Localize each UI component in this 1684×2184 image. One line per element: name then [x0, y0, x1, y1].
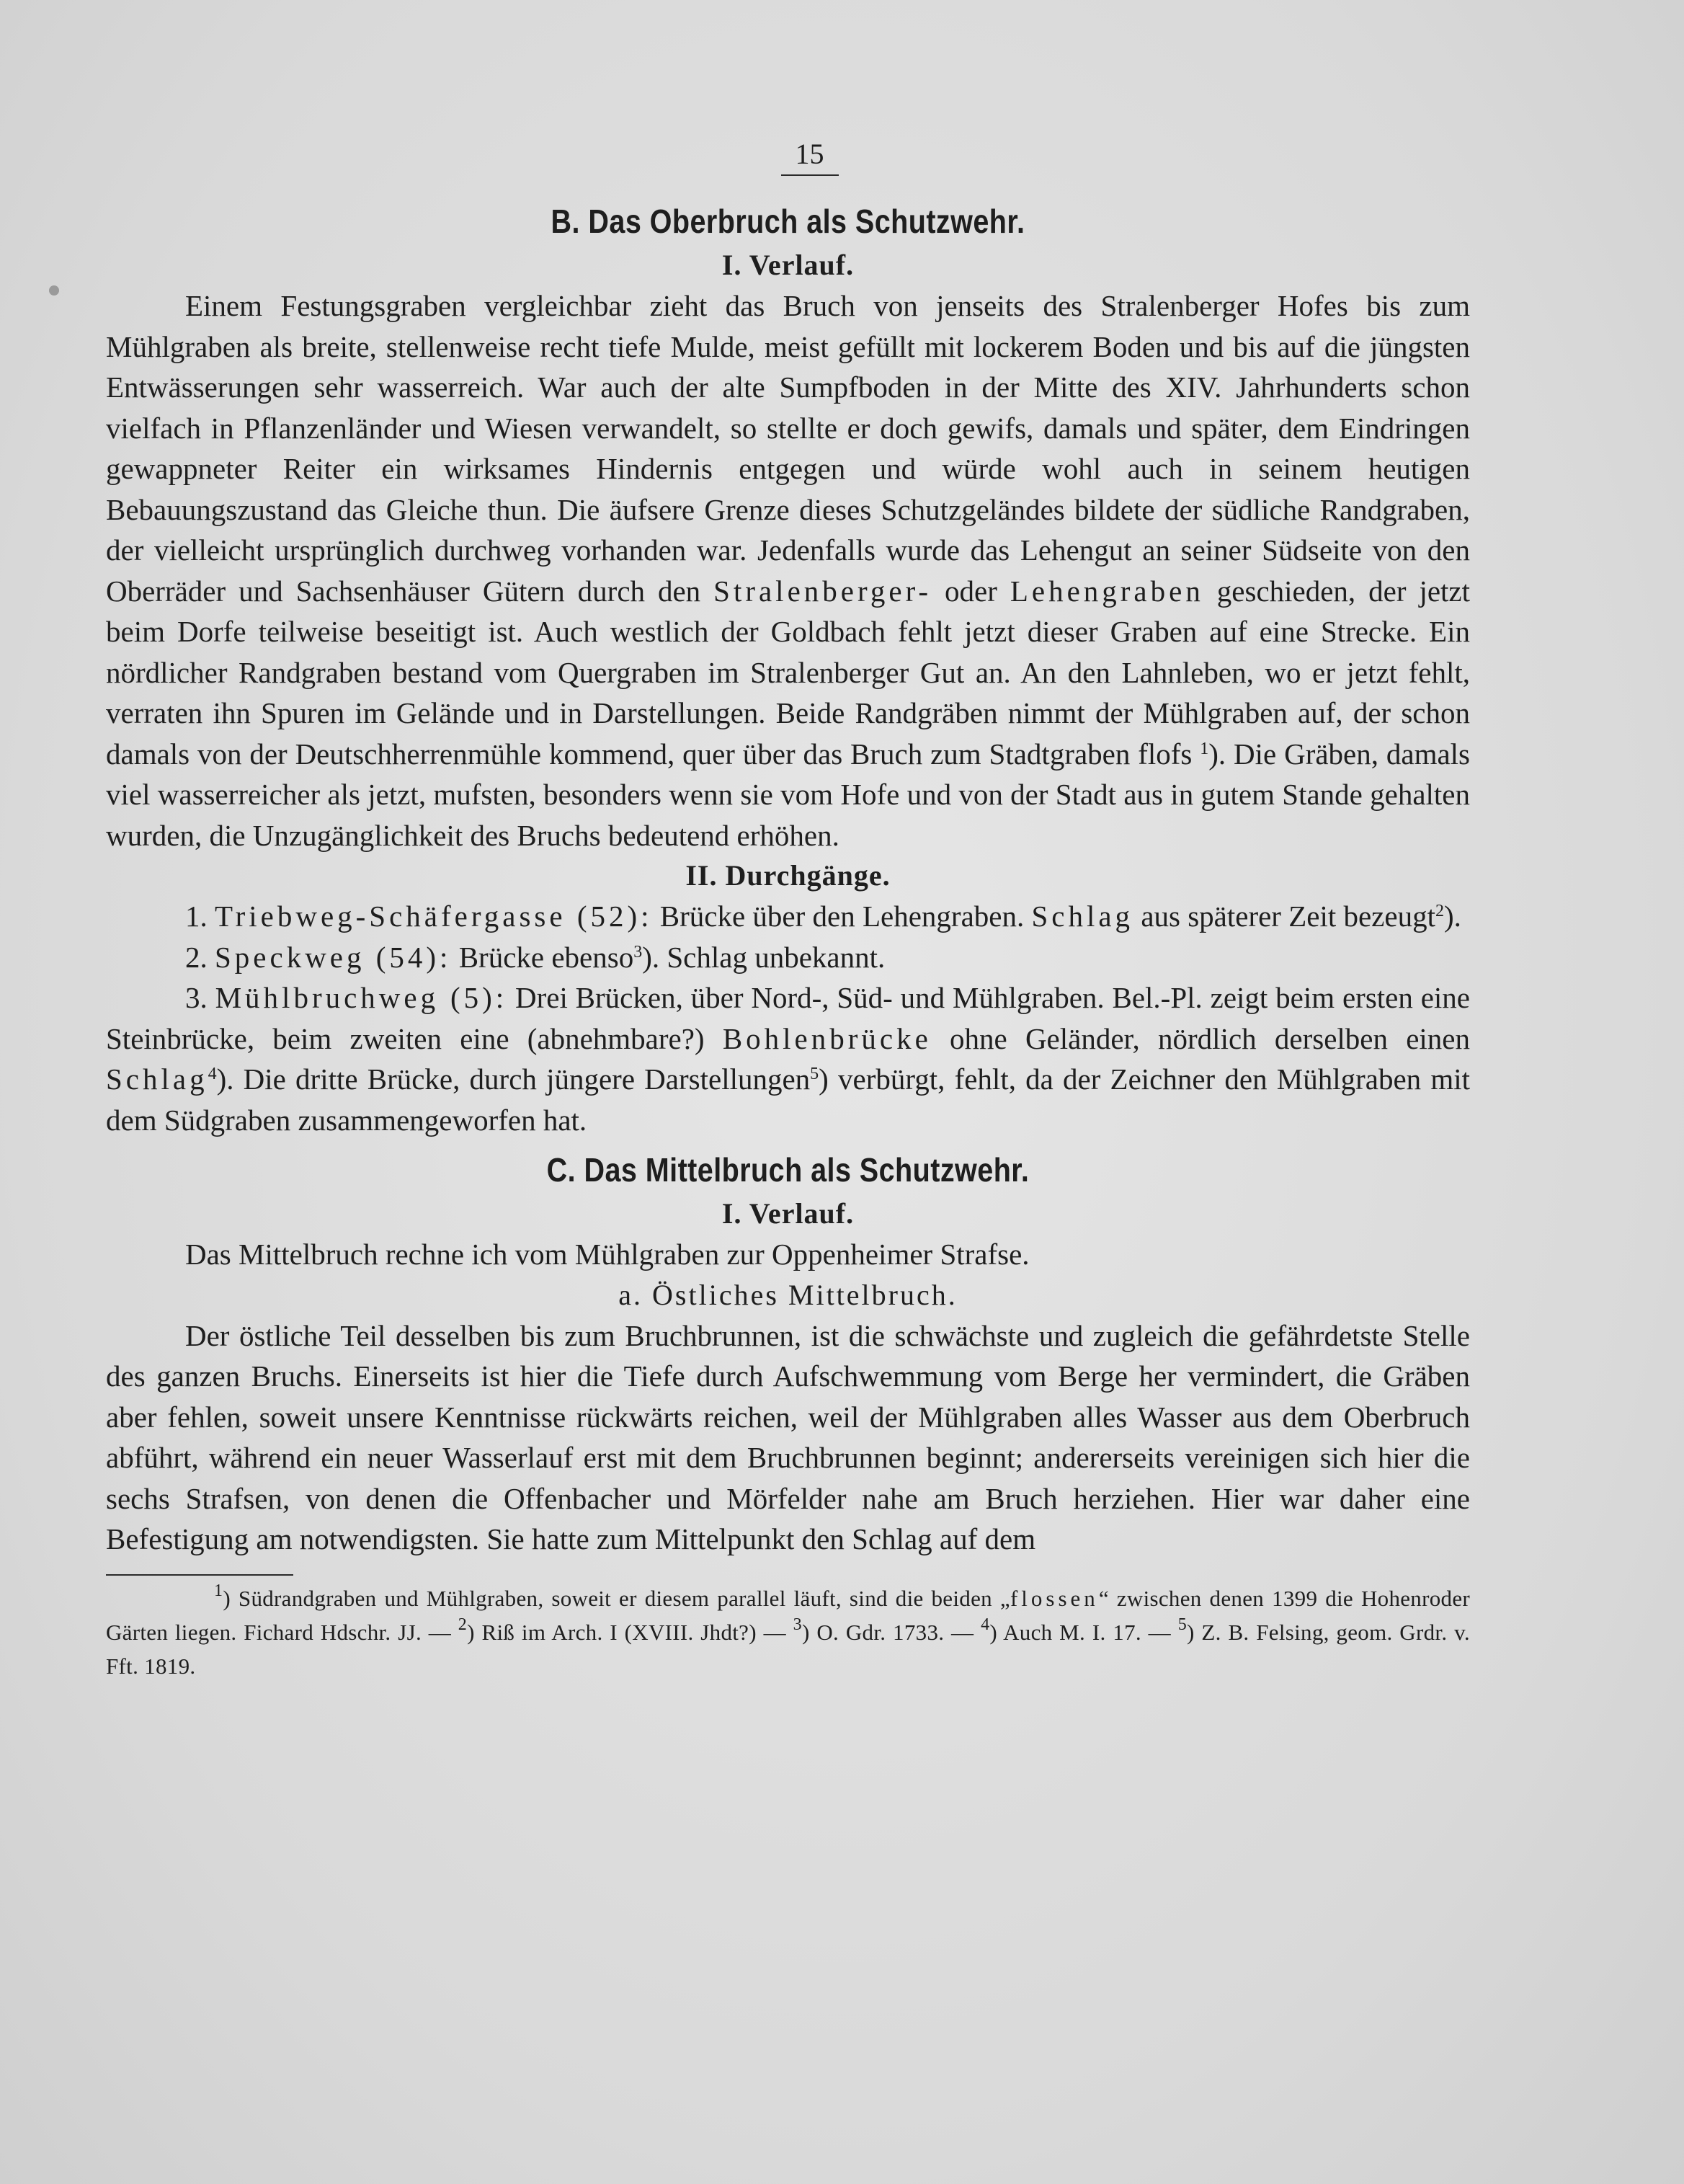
footnote-ref-2: 2 [1435, 902, 1444, 920]
list-item-3: 3. Mühlbruchweg (5): Drei Brücken, über Nord-, Süd- und Mühlgraben. Bel.-Pl. zeigt beim ersten eine Steinbrücke, beim zweiten eine (abnehmbare?) Bohlenbrücke ohne Geländer, nördlich derselben einen Schlag$^4$). Die dritte Brücke, durch jüngere Darstellungen$^5$) verbürgt, fehlt, da der Zeichner den Mühlgraben mit dem Südgraben zusammengeworfen hat. [106, 981, 1470, 1137]
footnote-divider [106, 1574, 293, 1576]
list-item-1: 1. Triebweg-Schäfergasse (52): Brücke über den Lehengraben. Schlag aus späterer Zeit bezeugt$^2$). [185, 900, 1461, 933]
footnote-ref-4: 4 [208, 1065, 217, 1083]
section-c-intro: Das Mittelbruch rechne ich vom Mühlgraben zur Oppenheimer Strafse. [185, 1238, 1030, 1271]
footnote-ref-1: 1 [1200, 739, 1209, 758]
footnotes: $^1$) Südrandgraben und Mühlgraben, soweit er diesem parallel läuft, sind die beiden „flossen“ zwischen denen 1399 die Hohenroder Gärten liegen. Fichard Hdschr. JJ. — $^2$) Riß im Arch. I (XVIII. Jhdt?) — $^3$) O. Gdr. 1733. — $^4$) Auch M. I. 17. — $^5$) Z. B. Felsing, geom. Grdr. v. Fft. 1819. [106, 1581, 1471, 1679]
page-text [106, 137, 1470, 1683]
section-b-durchgaenge-heading: II. Durchgänge. [685, 859, 891, 892]
section-c-verlauf-heading: I. Verlauf. [721, 1197, 855, 1230]
section-c-title: C. Das Mittelbruch als Schutzwehr. [546, 1151, 1030, 1189]
section-b-title: B. Das Oberbruch als Schutzwehr. [551, 203, 1025, 240]
list-item-2: 2. Speckweg (54): Brücke ebenso$^3$). Schlag unbekannt. [185, 940, 886, 974]
section-b-paragraph: Einem Festungsgraben vergleichbar zieht das Bruch von jenseits des Stralenberger Hofes bis zum Mühlgraben als breite, stellenweise recht tiefe Mulde, meist gefüllt mit lockerem Boden und bis auf die jüngsten Entwässerungen sehr wasserreich. War auch der alte Sumpfboden in der Mitte des XIV. Jahrhunderts schon vielfach in Pflanzenländer und Wiesen verwandelt, so stellte er doch gewifs, damals und später, dem Eindringen gewappneter Reiter ein wirksames Hindernis entgegen und würde wohl auch in seinem heutigen Bebauungszustand das Gleiche thun. Die äufsere Grenze dieses Schutzgeländes bildete der südliche Randgraben, der vielleicht ursprünglich durchweg vorhanden war. Jedenfalls wurde das Lehengut an seiner Südseite von den Oberräder und Sachsenhäuser Gütern durch den Stralenberger- oder Lehengraben geschieden, der jetzt beim Dorfe teilweise beseitigt ist. Auch westlich der Goldbach fehlt jetzt dieser Graben auf eine Strecke. Ein nördlicher Randgraben bestand vom Quergraben im Stralenberger Gut an. An den Lahnleben, wo er jetzt fehlt, verraten ihn Spuren im Gelände und in Darstellungen. Beide Randgräben nimmt der Mühlgraben auf, der schon damals von der Deutschherrenmühle kommend, quer über das Bruch zum Stadtgraben flofs $^1$). Die Gräben, damals viel wasserreicher als jetzt, mufsten, besonders wenn sie vom Hofe und von der Stadt aus in gutem Stande gehalten wurden, die Unzugänglichkeit des Bruchs bedeutend erhöhen. [106, 289, 1471, 852]
footnote-ref-3: 3 [633, 942, 643, 962]
section-c-subheading: a. Östliches Mittelbruch. [618, 1278, 958, 1311]
paper-blemish [49, 285, 59, 296]
page-number: 15 [781, 137, 839, 176]
section-c-paragraph: Der östliche Teil desselben bis zum Bruchbrunnen, ist die schwächste und zugleich die gefährdetste Stelle des ganzen Bruchs. Einerseits ist hier die Tiefe durch Aufschwemmung vom Berge her vermindert, die Gräben aber fehlen, soweit unsere Kenntnisse rückwärts reichen, weil der Mühlgraben alles Wasser aus dem Oberbruch abführt, während ein neuer Wasserlauf erst mit dem Bruchbrunnen beginnt; andererseits vereinigen sich hier die sechs Strafsen, von denen die Offenbacher und Mörfelder nahe am Bruch herziehen. Hier war daher eine Befestigung am notwendigsten. Sie hatte zum Mittelpunkt den Schlag auf dem [106, 1318, 1470, 1555]
footnote-ref-5: 5 [810, 1065, 819, 1083]
section-b-verlauf-heading: I. Verlauf. [721, 249, 855, 281]
